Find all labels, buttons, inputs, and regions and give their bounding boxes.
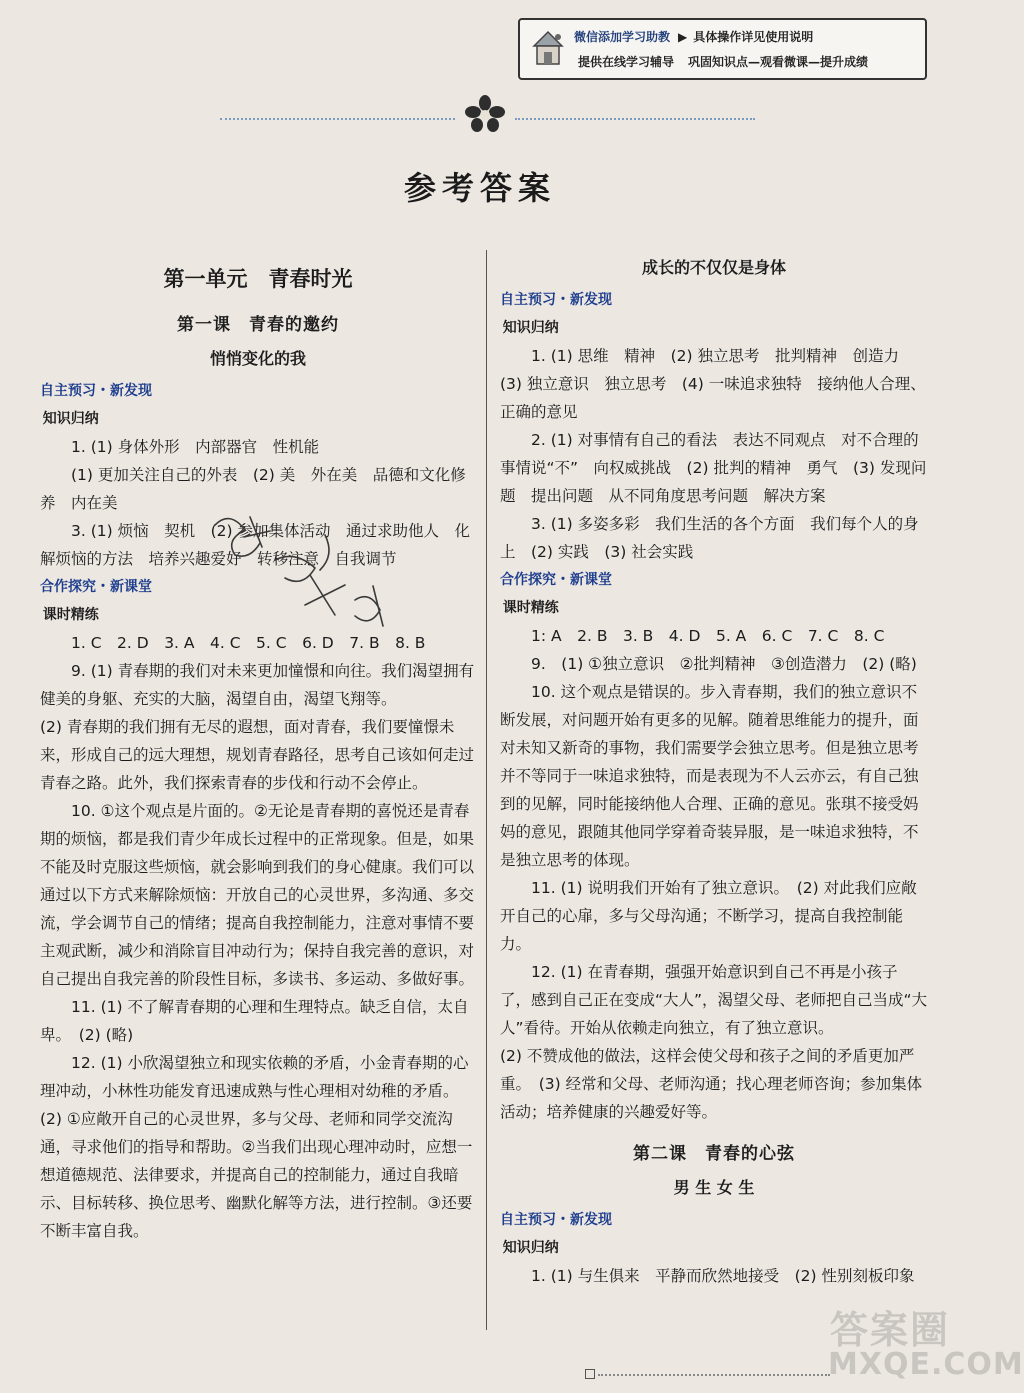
section-tag: 合作探究・新课堂 (500, 572, 612, 588)
section-tag: 自主预习・新发现 (500, 292, 612, 308)
answer-paragraph: 1. (1) 思维 精神 (2) 独立思考 批判精神 创造力 (3) 独立意识 独立思考 (4) 一味追求独特 接纳他人合理、正确的意见 (500, 347, 926, 421)
answer-paragraph: 10. 这个观点是错误的。步入青春期，我们的独立意识不断发展，对问题开始有更多的见解。随着思维能力的提升，面对未知又新奇的事物，我们需要学会独立思考。但是独立思考并不等同于一味追求独特，而是表现为不人云亦云，有自己独到的见解，同时能接纳他人合理、正确的意见。张琪不接受妈妈的意见，跟随其他同学穿着奇装异服，是一味追求独特，不是独立思考的体现。 (500, 683, 919, 869)
answer-paragraph: (1) 更加关注自己的外表 (2) 美 外在美 品德和文化修养 内在美 (40, 466, 466, 512)
column-divider (486, 250, 487, 1330)
answer-paragraph: 1. (1) 与生俱来 平静而欣然地接受 (2) 性别刻板印象 (531, 1267, 915, 1285)
banner-steps-text: 巩固知识点—观看微课—提升成绩 (688, 55, 869, 69)
handwritten-scribble (205, 505, 415, 655)
answer-paragraph: 11. (1) 说明我们开始有了独立意识。 (2) 对此我们应敞开自己的心扉，多与父母沟通；不断学习，提高自我控制能力。 (500, 879, 917, 953)
subsection-heading: 知识归纳 (502, 1240, 559, 1256)
answer-paragraph: 11. (1) 不了解青春期的心理和生理特点。缺乏自信，太自卑。 (2) (略) (40, 998, 469, 1044)
unit-title: 第一单元 青春时光 (163, 267, 353, 291)
subsection-heading: 课时精练 (502, 600, 559, 616)
watermark-text: 答案圈 (830, 1308, 951, 1352)
left-column (40, 257, 476, 1245)
lesson-title: 第一课 青春的邀约 (177, 315, 339, 335)
flower-ornament-icon (462, 94, 508, 134)
footer-dotted-rule (598, 1374, 830, 1376)
section-tag: 自主预习・新发现 (40, 383, 152, 399)
section-tag: 合作探究・新课堂 (40, 579, 152, 595)
right-dotted-rule (515, 118, 755, 120)
subsection-heading: 知识归纳 (502, 320, 559, 336)
page-title: 参考答案 (403, 169, 556, 207)
answer-paragraph: (2) 青春期的我们拥有无尽的遐想，面对青春，我们要憧憬未来，形成自己的远大理想，规划青春路径，思考自己该如何走过青春之路。此外，我们探索青春的步伐和行动不会停止。 (40, 718, 475, 792)
answer-paragraph: (2) 不赞成他的做法，这样会使父母和孩子之间的矛盾更加严重。 (3) 经常和父母、老师沟通；找心理老师咨询；参加集体活动；培养健康的兴趣爱好等。 (500, 1047, 923, 1121)
left-dotted-rule (220, 118, 455, 120)
answer-paragraph: 3. (1) 多姿多彩 我们生活的各个方面 我们每个人的身上 (2) 实践 (3) 社会实践 (500, 515, 919, 561)
site-watermark (812, 1295, 1024, 1387)
house-icon (530, 28, 566, 70)
section-title: 男 生 女 生 (673, 1178, 755, 1197)
answer-paragraph: 9. (1) ①独立意识 ②批判精神 ③创造潜力 (2) (略) (531, 655, 917, 673)
banner-online-tutoring-text: 提供在线学习辅导 (578, 55, 675, 69)
banner-instructions-text: 具体操作详见使用说明 (693, 30, 814, 44)
section-title: 悄悄变化的我 (209, 349, 306, 368)
right-column (500, 252, 928, 1290)
lesson-title: 第二课 青春的心弦 (633, 1144, 795, 1164)
answer-paragraph: 12. (1) 小欣渴望独立和现实依赖的矛盾，小金青春期的心理冲动，小林性功能发育迅速成熟与性心理相对幼稚的矛盾。 (2) ①应敞开自己的心灵世界，多与父母、老师和同学交流沟通，寻求他们的指导和帮助。②当我们出现心理冲动时，应想一想道德规范、法律要求，并提高自己的控制能力，通过自我暗示、目标转移、换位思考、幽默化解等方法，进行控制。③还要不断丰富自我。 (40, 1054, 473, 1240)
banner-wechat-text: 微信添加学习助教 (574, 30, 671, 44)
section-tag: 自主预习・新发现 (500, 1212, 612, 1228)
subsection-heading: 知识归纳 (42, 411, 99, 427)
answer-paragraph: 2. (1) 对事情有自己的看法 表达不同观点 对不合理的事情说“不” 向权威挑战 (2) 批判的精神 勇气 (3) 发现问题 提出问题 从不同角度思考问题 解决方案 (500, 431, 927, 505)
section-title: 成长的不仅仅是身体 (641, 258, 786, 277)
answer-paragraph: 10. ①这个观点是片面的。②无论是青春期的喜悦还是青春期的烦恼，都是我们青少年成长过程中的正常现象。但是，如果不能及时克服这些烦恼，就会影响到我们的身心健康。我们可以通过以下方式来解除烦恼：开放自己的心灵世界，多沟通、多交流，学会调节自己的情绪；提高自我控制能力，注意对事情不要主观武断，减少和消除盲目冲动行为；保持自我完善的意识，对自己提出自我完善的阶段性目标，多读书、多运动、多做好事。 (40, 802, 475, 988)
wechat-assistant-banner (518, 18, 927, 80)
answer-paragraph: 3. (1) 烦恼 契机 (2) 参加集体活动 通过求助他人 化解烦恼的方法 培养兴趣爱好 转移注意 自我调节 (40, 522, 470, 568)
answer-paragraph: 1. (1) 身体外形 内部器官 性机能 (71, 438, 320, 456)
multiple-choice-answers: 1: A 2. B 3. B 4. D 5. A 6. C 7. C 8. C (531, 627, 885, 645)
answer-paragraph: 12. (1) 在青春期，强强开始意识到自己不再是小孩子了，感到自己正在变成“大人”，渴望父母、老师把自己当成“大人”看待。开始从依赖走向独立，有了独立意识。 (500, 963, 928, 1037)
answer-paragraph: 9. (1) 青春期的我们对未来更加憧憬和向往。我们渴望拥有健美的身躯、充实的大脑，渴望自由，渴望飞翔等。 (40, 662, 475, 708)
subsection-heading: 课时精练 (42, 607, 99, 623)
footer-square-icon (585, 1369, 595, 1379)
multiple-choice-answers: 1. C 2. D 3. A 4. C 5. C 6. D 7. B 8. B (71, 634, 426, 652)
play-arrow-icon: ▶ (678, 30, 688, 44)
watermark-domain: MXQE.COM (828, 1347, 1024, 1382)
